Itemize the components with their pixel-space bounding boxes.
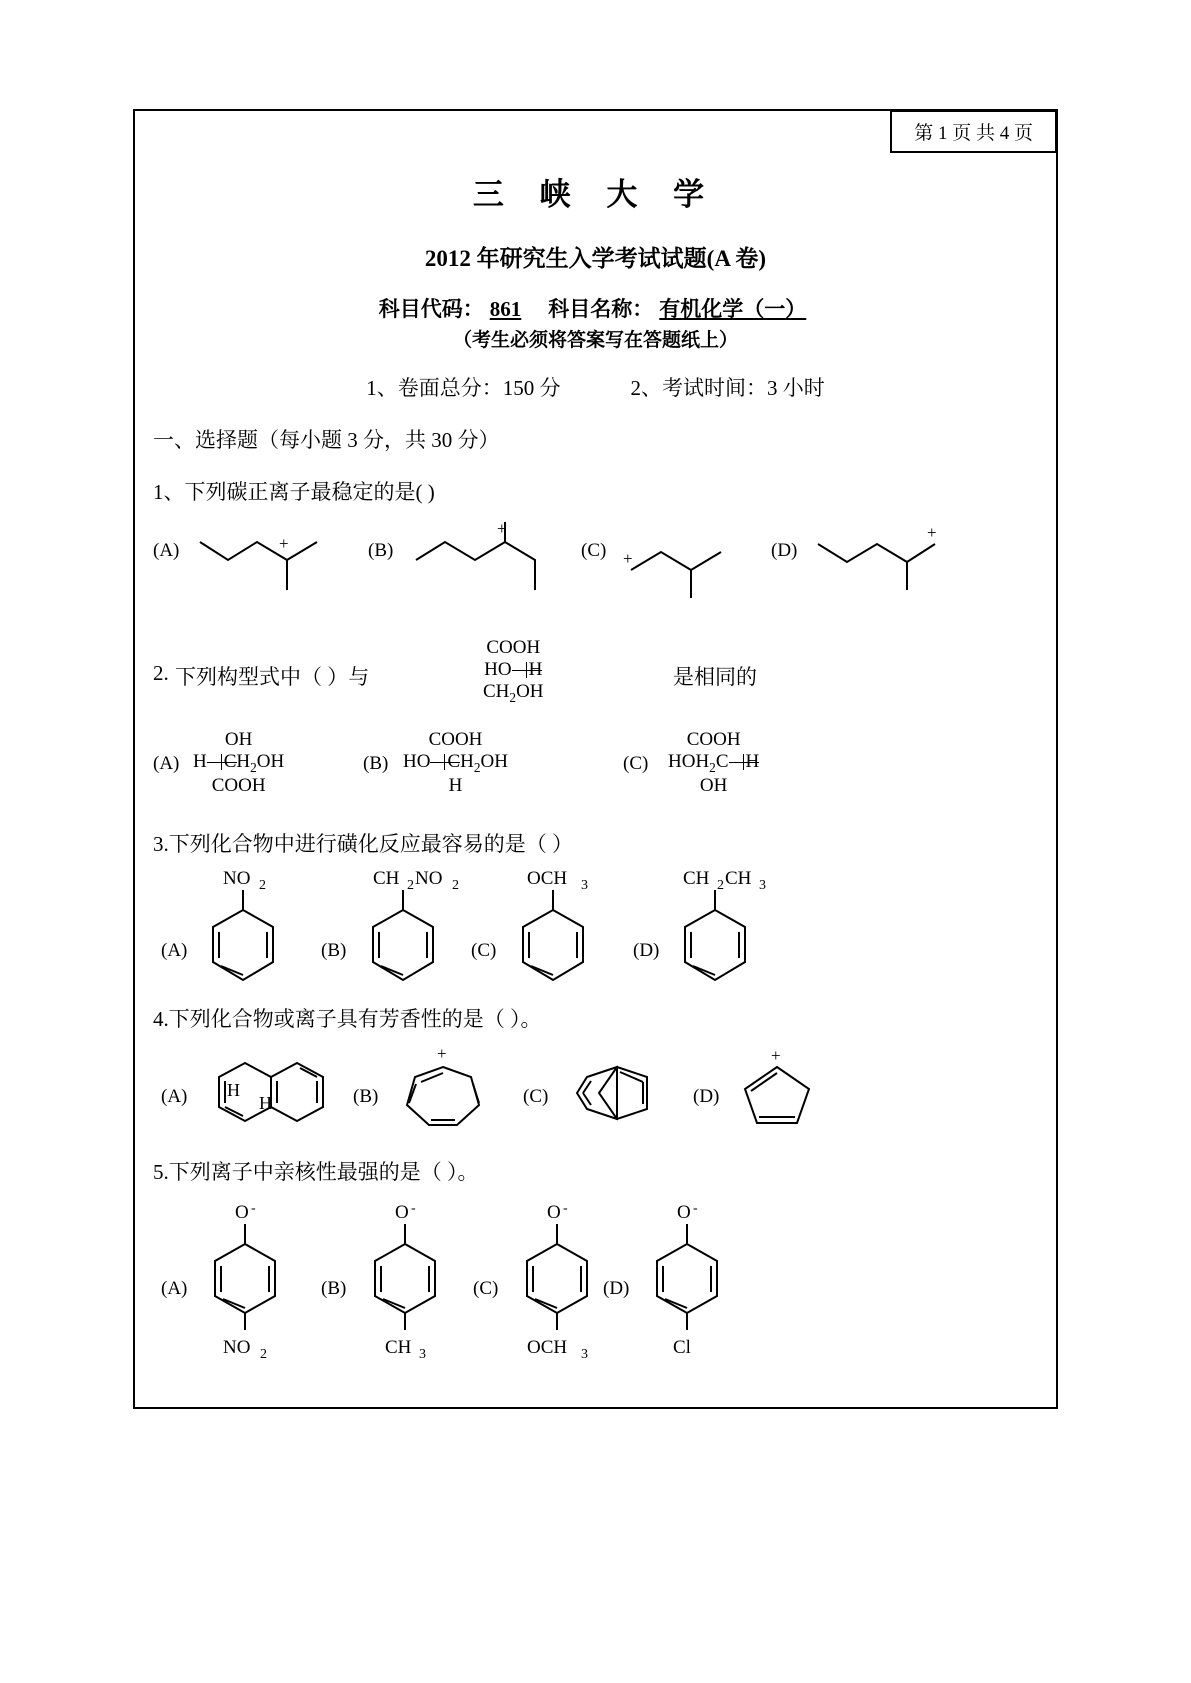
svg-text:O: O [395, 1202, 409, 1223]
question-4-options [153, 1041, 1056, 1146]
svg-text:3: 3 [419, 1347, 426, 1361]
svg-text:CH: CH [373, 868, 400, 889]
opt2a-left: H [193, 750, 207, 772]
structure-4a [201, 1049, 356, 1139]
structure-3b [361, 862, 511, 992]
opt2a-right: $CH_2OH$ [223, 750, 285, 775]
option-label-3a: (A) [161, 940, 188, 961]
option-label-1b: (B) [368, 540, 394, 561]
svg-text:H: H [227, 1080, 240, 1100]
structure-3d [673, 862, 823, 992]
opt2c-bottom: OH [699, 774, 728, 796]
question-5 [153, 1156, 1056, 1186]
svg-text:+: + [771, 1046, 781, 1065]
svg-text:O: O [235, 1202, 249, 1223]
option-label-5c: (C) [473, 1278, 499, 1299]
svg-text:2: 2 [452, 878, 459, 893]
option-label-5a: (A) [161, 1278, 188, 1299]
opt2a-top: OH [224, 729, 253, 750]
structure-4d [735, 1043, 845, 1135]
svg-text:OCH: OCH [527, 1337, 568, 1358]
svg-text:OCH: OCH [527, 868, 568, 889]
svg-text:-: - [563, 1201, 568, 1216]
option-label-5b: (B) [321, 1278, 347, 1299]
ref-bottom: $CH_2OH$ [483, 680, 544, 705]
question-1-number: 1、 [153, 480, 185, 504]
exam-time: 2、考试时间：3 小时 [630, 376, 825, 400]
svg-text:H: H [259, 1093, 272, 1113]
question-2 [153, 637, 1056, 707]
ref-left: HO [484, 658, 512, 680]
svg-text:O: O [677, 1202, 691, 1223]
structure-5c [517, 1196, 667, 1361]
svg-text:3: 3 [759, 878, 766, 893]
question-4 [153, 1003, 1056, 1033]
option-label-1c: (C) [581, 540, 607, 561]
svg-text:-: - [411, 1201, 416, 1216]
score-time-line [135, 372, 1056, 402]
svg-text:-: - [693, 1201, 698, 1216]
option-label-3c: (C) [471, 940, 497, 961]
option-label-2c: (C) [623, 753, 649, 774]
option-label-2a: (A) [153, 753, 180, 774]
option-label-4a: (A) [161, 1086, 188, 1107]
svg-text:3: 3 [581, 1347, 588, 1361]
opt2c-right: H [745, 750, 760, 772]
opt2c-top: COOH [686, 729, 741, 750]
page-indicator: 第 1 页 共 4 页 [890, 110, 1057, 153]
svg-text:CH: CH [725, 868, 752, 889]
structure-1b [411, 522, 571, 602]
svg-text:CH: CH [683, 868, 710, 889]
option-label-1d: (D) [771, 540, 798, 561]
subject-line [135, 293, 1056, 323]
question-1 [153, 476, 1056, 506]
question-5-number: 5. [153, 1160, 169, 1184]
structure-3c [511, 862, 651, 992]
svg-text:NO: NO [223, 868, 251, 889]
structure-4b [395, 1041, 515, 1141]
question-3-options [153, 862, 1056, 997]
university-title: 三 峡 大 学 [472, 177, 719, 212]
svg-text:2: 2 [260, 1347, 267, 1361]
total-score: 1、卷面总分：150 分 [366, 376, 561, 400]
question-1-text: 下列碳正离子最稳定的是( ) [184, 480, 435, 504]
svg-text:NO: NO [415, 868, 443, 889]
subject-name-value: 有机化学（一） [659, 297, 807, 321]
option-label-3d: (D) [633, 940, 660, 961]
opt2b-bottom: H [448, 774, 463, 796]
question-5-text: 下列离子中亲核性最强的是（ ）。 [168, 1160, 479, 1184]
question-2-options [153, 725, 1056, 810]
svg-text:2: 2 [259, 878, 266, 893]
svg-text:3: 3 [581, 878, 588, 893]
option-label-4d: (D) [693, 1086, 720, 1107]
option-label-5d: (D) [603, 1278, 630, 1299]
option-label-4b: (B) [353, 1086, 379, 1107]
structure-3a [201, 862, 331, 992]
question-3-number: 3. [153, 832, 169, 856]
structure-2b [403, 729, 508, 797]
question-3-text: 下列化合物中进行磺化反应最容易的是（ ） [168, 832, 573, 856]
structure-1c [623, 522, 783, 602]
svg-text:O: O [547, 1202, 561, 1223]
question-2-text-after: 是相同的 [673, 665, 757, 689]
svg-text:+: + [279, 534, 289, 553]
exam-title: 2012 年研究生入学考试试题(A 卷) [424, 246, 767, 271]
ref-right: H [528, 658, 543, 680]
svg-text:2: 2 [717, 878, 724, 893]
svg-text:+: + [497, 522, 507, 538]
svg-text:CH: CH [385, 1337, 412, 1358]
svg-text:-: - [251, 1201, 256, 1216]
question-3 [153, 828, 1056, 858]
subject-name-label: 科目名称： [548, 297, 654, 321]
opt2c-left: $HOH_2C$ [668, 750, 729, 775]
question-2-reference-structure [483, 637, 544, 705]
subject-code-label: 科目代码： [378, 297, 484, 321]
opt2b-right: $CH_2OH$ [447, 750, 508, 775]
svg-text:+: + [623, 549, 633, 568]
option-label-3b: (B) [321, 940, 347, 961]
question-1-options [153, 512, 1056, 607]
svg-text:NO: NO [223, 1337, 251, 1358]
svg-text:Cl: Cl [673, 1337, 691, 1358]
svg-text:2: 2 [407, 878, 414, 893]
exam-page [133, 109, 1058, 1409]
structure-2a [193, 729, 284, 797]
structure-1d [813, 522, 973, 602]
ref-top: COOH [486, 637, 541, 658]
question-2-text-before: 下列构型式中（ ）与 [175, 665, 370, 689]
structure-5d [647, 1196, 787, 1361]
structure-4c [565, 1055, 695, 1135]
subject-code-value: 861 [489, 297, 522, 321]
question-4-number: 4. [153, 1007, 169, 1031]
option-label-1a: (A) [153, 540, 180, 561]
question-2-number: 2. [153, 661, 169, 685]
structure-2c [668, 729, 759, 797]
question-4-text: 下列化合物或离子具有芳香性的是（ ）。 [168, 1007, 542, 1031]
svg-text:+: + [437, 1044, 447, 1063]
answer-note: （考生必须将答案写在答题纸上） [452, 330, 738, 351]
section-one-title: 一、选择题（每小题 3 分，共 30 分） [153, 428, 500, 452]
opt2b-left: HO [403, 750, 431, 772]
option-label-4c: (C) [523, 1086, 549, 1107]
option-label-2b: (B) [363, 753, 389, 774]
question-5-options [153, 1196, 1056, 1366]
opt2a-bottom: COOH [211, 774, 266, 796]
opt2b-top: COOH [428, 729, 483, 750]
svg-text:+: + [927, 523, 937, 542]
structure-1a [195, 522, 345, 597]
